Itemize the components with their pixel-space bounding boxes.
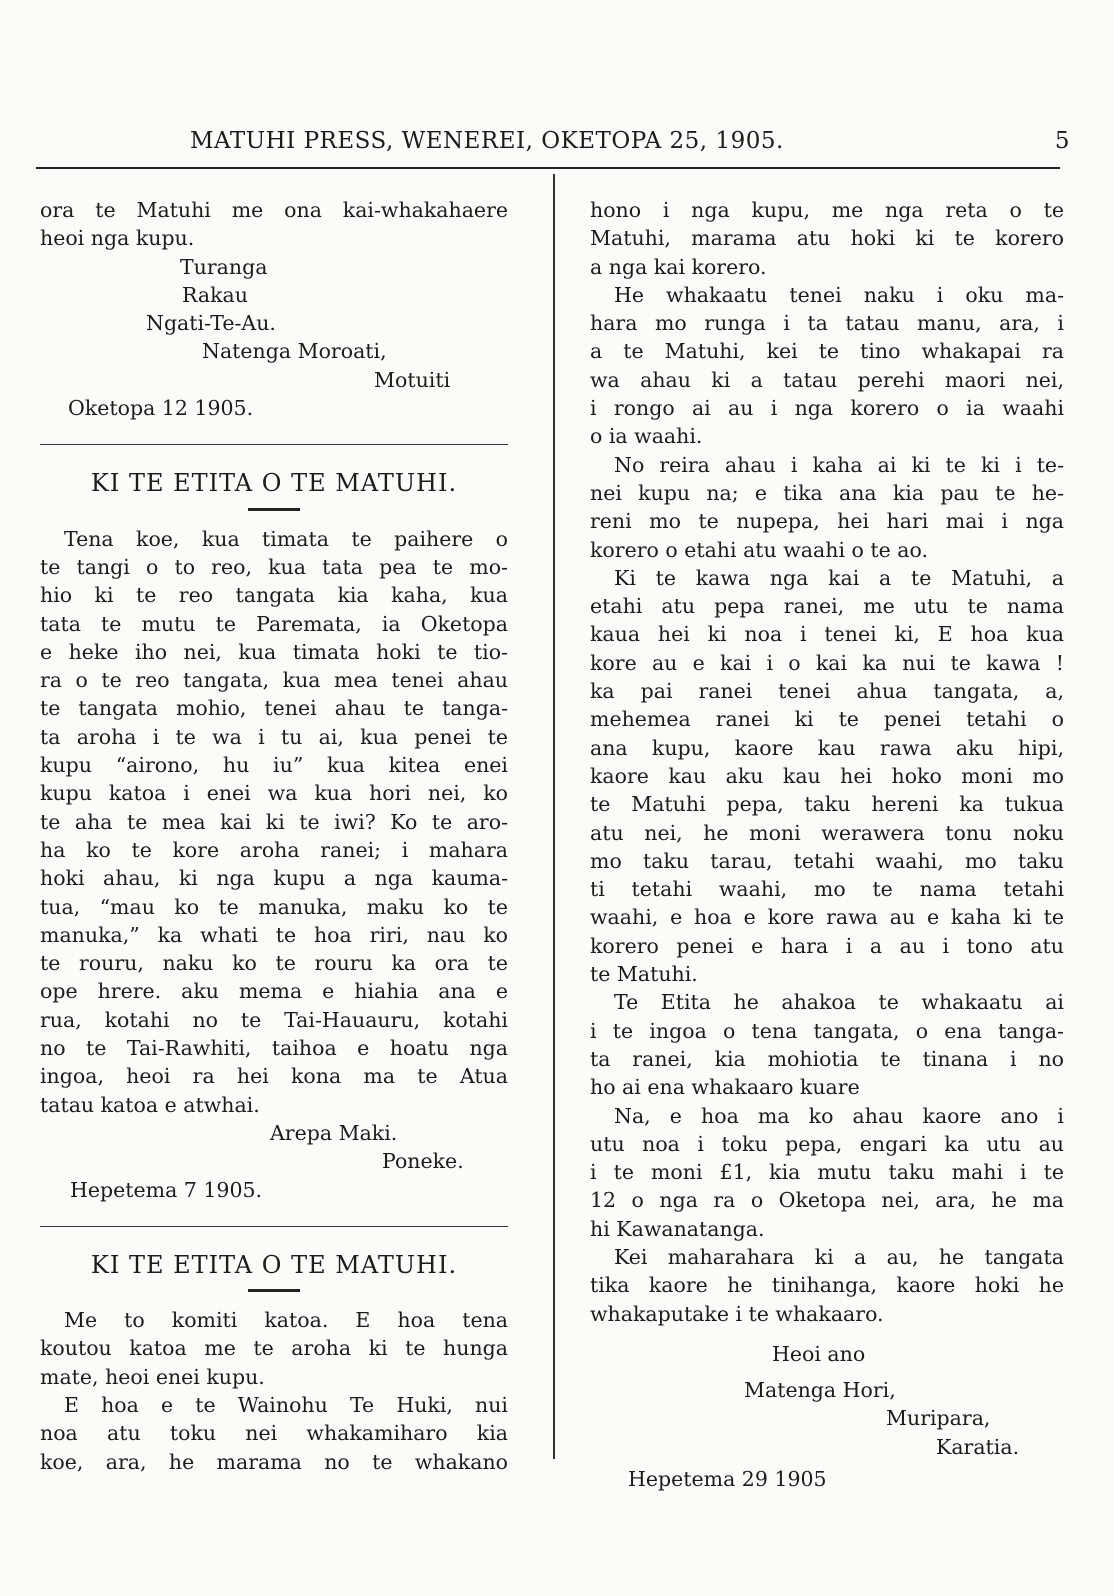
section-rule xyxy=(40,1226,508,1227)
text-line: utu noa i toku pepa, engari ka utu au xyxy=(590,1131,1064,1156)
header-rule xyxy=(36,167,1060,169)
signature-line: Matenga Hori, xyxy=(744,1378,896,1403)
text-line: ora te Matuhi me ona kai-whakahaere xyxy=(40,198,508,222)
signature-line: Arepa Maki. xyxy=(270,1120,398,1145)
signature-line: Natenga Moroati, xyxy=(202,339,387,364)
signature-line: Muripara, xyxy=(886,1406,991,1431)
column-divider xyxy=(553,174,555,1459)
text-line: hi Kawanatanga. xyxy=(590,1216,765,1241)
text-line: tika kaore he tinihanga, kaore hoki he xyxy=(590,1273,1064,1298)
text-line: No reira ahau i kaha ai ki te ki i te- xyxy=(614,452,1064,477)
text-line: etahi atu pepa ranei, me utu te nama xyxy=(590,594,1064,619)
text-line: korero o etahi atu waahi o te ao. xyxy=(590,537,928,562)
text-line: a nga kai korero. xyxy=(590,254,767,279)
text-line: E hoa e te Wainohu Te Huki, nui xyxy=(64,1392,508,1417)
text-line: te Matuhi pepa, taku hereni ka tukua xyxy=(590,792,1064,817)
text-line: Te Etita he ahakoa te whakaatu ai xyxy=(614,990,1064,1015)
text-line: reni mo te nupepa, hei hari mai i nga xyxy=(590,509,1064,534)
text-line: tata te mutu te Paremata, ia Oketopa xyxy=(40,611,508,636)
text-line: kore au e kai i o kai ka nui te kawa ! xyxy=(590,650,1064,675)
right-column xyxy=(590,196,1064,1493)
text-line: ta aroha i te wa i tu ai, kua penei te xyxy=(40,724,508,749)
text-line: a te Matuhi, kei te tino whakapai ra xyxy=(590,339,1064,364)
text-line: noa atu toku nei whakamiharo kia xyxy=(40,1421,508,1446)
text-line: koe, ara, he marama no te whakano xyxy=(40,1449,508,1474)
text-line: Tena koe, kua timata te paihere o xyxy=(64,526,508,551)
text-line: atu nei, he moni werawera tonu noku xyxy=(590,820,1064,845)
text-line: tatau katoa e atwhai. xyxy=(40,1092,260,1117)
signature-line: Turanga xyxy=(180,254,268,279)
text-line: Kei maharahara ki a au, he tangata xyxy=(614,1244,1064,1269)
date-line: Oketopa 12 1905. xyxy=(68,396,254,421)
text-line: o ia waahi. xyxy=(590,424,703,449)
date-line: Hepetema 29 1905 xyxy=(628,1467,827,1492)
text-line: mehemea ranei ki te penei tetahi o xyxy=(590,707,1064,732)
text-line: ti tetahi waahi, mo te nama tetahi xyxy=(590,877,1064,902)
text-line: manuka,” ka whati te hoa riri, nau ko xyxy=(40,922,508,947)
text-line: te tangi o to reo, kua tata pea te mo- xyxy=(40,554,508,579)
heading-rule xyxy=(248,1289,300,1292)
signature-line: Motuiti xyxy=(374,367,451,392)
text-line: mo taku tarau, tetahi waahi, mo taku xyxy=(590,848,1064,873)
signature-line: Ngati-Te-Au. xyxy=(146,311,276,336)
date-line: Hepetema 7 1905. xyxy=(70,1177,263,1202)
text-line: mate, heoi enei kupu. xyxy=(40,1364,265,1389)
masthead-title: MATUHI PRESS, WENEREI, OKETOPA 25, 1905. xyxy=(190,128,784,154)
text-line: hara mo runga i ta tatau manu, ara, i xyxy=(590,311,1064,336)
text-line: wa ahau ki a tatau perehi maori nei, xyxy=(590,367,1064,392)
text-line: ra o te reo tangata, kua mea tenei ahau xyxy=(40,668,508,693)
text-line: kaore kau aku kau hei hoko moni mo xyxy=(590,763,1064,788)
text-line: korero penei e hara i a au i tono atu xyxy=(590,933,1064,958)
letter-heading: KI TE ETITA O TE MATUHI. xyxy=(90,1250,458,1279)
text-line: te aha te mea kai ki te iwi? Ko te aro- xyxy=(40,809,508,834)
text-line: heoi nga kupu. xyxy=(40,226,195,251)
heading-rule xyxy=(248,508,300,511)
text-line: kaua hei ki noa i tenei ki, E hoa kua xyxy=(590,622,1064,647)
text-line: tua, “mau ko te manuka, maku ko te xyxy=(40,894,508,919)
text-line: no te Tai-Rawhiti, taihoa e hoatu nga xyxy=(40,1036,508,1061)
text-line: i rongo ai au i nga korero o ia waahi xyxy=(590,396,1064,421)
text-line: hio ki te reo tangata kia kaha, kua xyxy=(40,583,508,608)
text-line: te Matuhi. xyxy=(590,962,698,987)
text-line: hono i nga kupu, me nga reta o te xyxy=(590,198,1064,222)
text-line: Ki te kawa nga kai a te Matuhi, a xyxy=(614,565,1064,590)
text-line: He whakaatu tenei naku i oku ma- xyxy=(614,282,1064,307)
text-line: waahi, e hoa e kore rawa au e kaha ki te xyxy=(590,905,1064,930)
section-rule xyxy=(40,444,508,445)
text-line: whakaputake i te whakaaro. xyxy=(590,1301,884,1326)
text-line: te tangata mohio, tenei ahau te tanga- xyxy=(40,696,508,721)
text-line: ha ko te kore aroha ranei; i mahara xyxy=(40,837,508,862)
text-line: e heke iho nei, kua timata hoki te tio- xyxy=(40,639,508,664)
text-line: hoki ahau, ki nga kupu a nga kauma- xyxy=(40,866,508,891)
text-line: te rouru, naku ko te rouru ka ora te xyxy=(40,951,508,976)
text-line: kupu “airono, hu iu” kua kitea enei xyxy=(40,753,508,778)
signature-line: Poneke. xyxy=(382,1149,464,1174)
text-line: ka pai ranei tenei ahua tangata, a, xyxy=(590,679,1064,704)
text-line: rua, kotahi no te Tai-Hauauru, kotahi xyxy=(40,1007,508,1032)
signature-line: Rakau xyxy=(182,282,248,307)
text-line: nei kupu na; e tika ana kia pau te he- xyxy=(590,480,1064,505)
text-line: ope hrere. aku mema e hiahia ana e xyxy=(40,979,508,1004)
text-line: ingoa, heoi ra hei kona ma te Atua xyxy=(40,1064,508,1089)
signature-line: Karatia. xyxy=(936,1434,1020,1459)
text-line: Na, e hoa ma ko ahau kaore ano i xyxy=(614,1103,1064,1128)
text-line: Matuhi, marama atu hoki ki te korero xyxy=(590,226,1064,251)
text-line: ana kupu, kaore kau rawa aku hipi, xyxy=(590,735,1064,760)
left-column xyxy=(40,196,508,1476)
text-line: Me to komiti katoa. E hoa tena xyxy=(64,1308,508,1333)
text-line: i te ingoa o tena tangata, o ena tanga- xyxy=(590,1018,1064,1043)
text-line: koutou katoa me te aroha ki te hunga xyxy=(40,1336,508,1361)
letter-heading: KI TE ETITA O TE MATUHI. xyxy=(90,469,458,498)
text-line: ho ai ena whakaaro kuare xyxy=(590,1075,860,1100)
text-line: i te moni £1, kia mutu taku mahi i te xyxy=(590,1160,1064,1185)
text-line: 12 o nga ra o Oketopa nei, ara, he ma xyxy=(590,1188,1064,1213)
page-number: 5 xyxy=(1054,128,1070,154)
text-line: kupu katoa i enei wa kua hori nei, ko xyxy=(40,781,508,806)
text-line: ta ranei, kia mohiotia te tinana i no xyxy=(590,1046,1064,1071)
closing-line: Heoi ano xyxy=(772,1341,866,1366)
